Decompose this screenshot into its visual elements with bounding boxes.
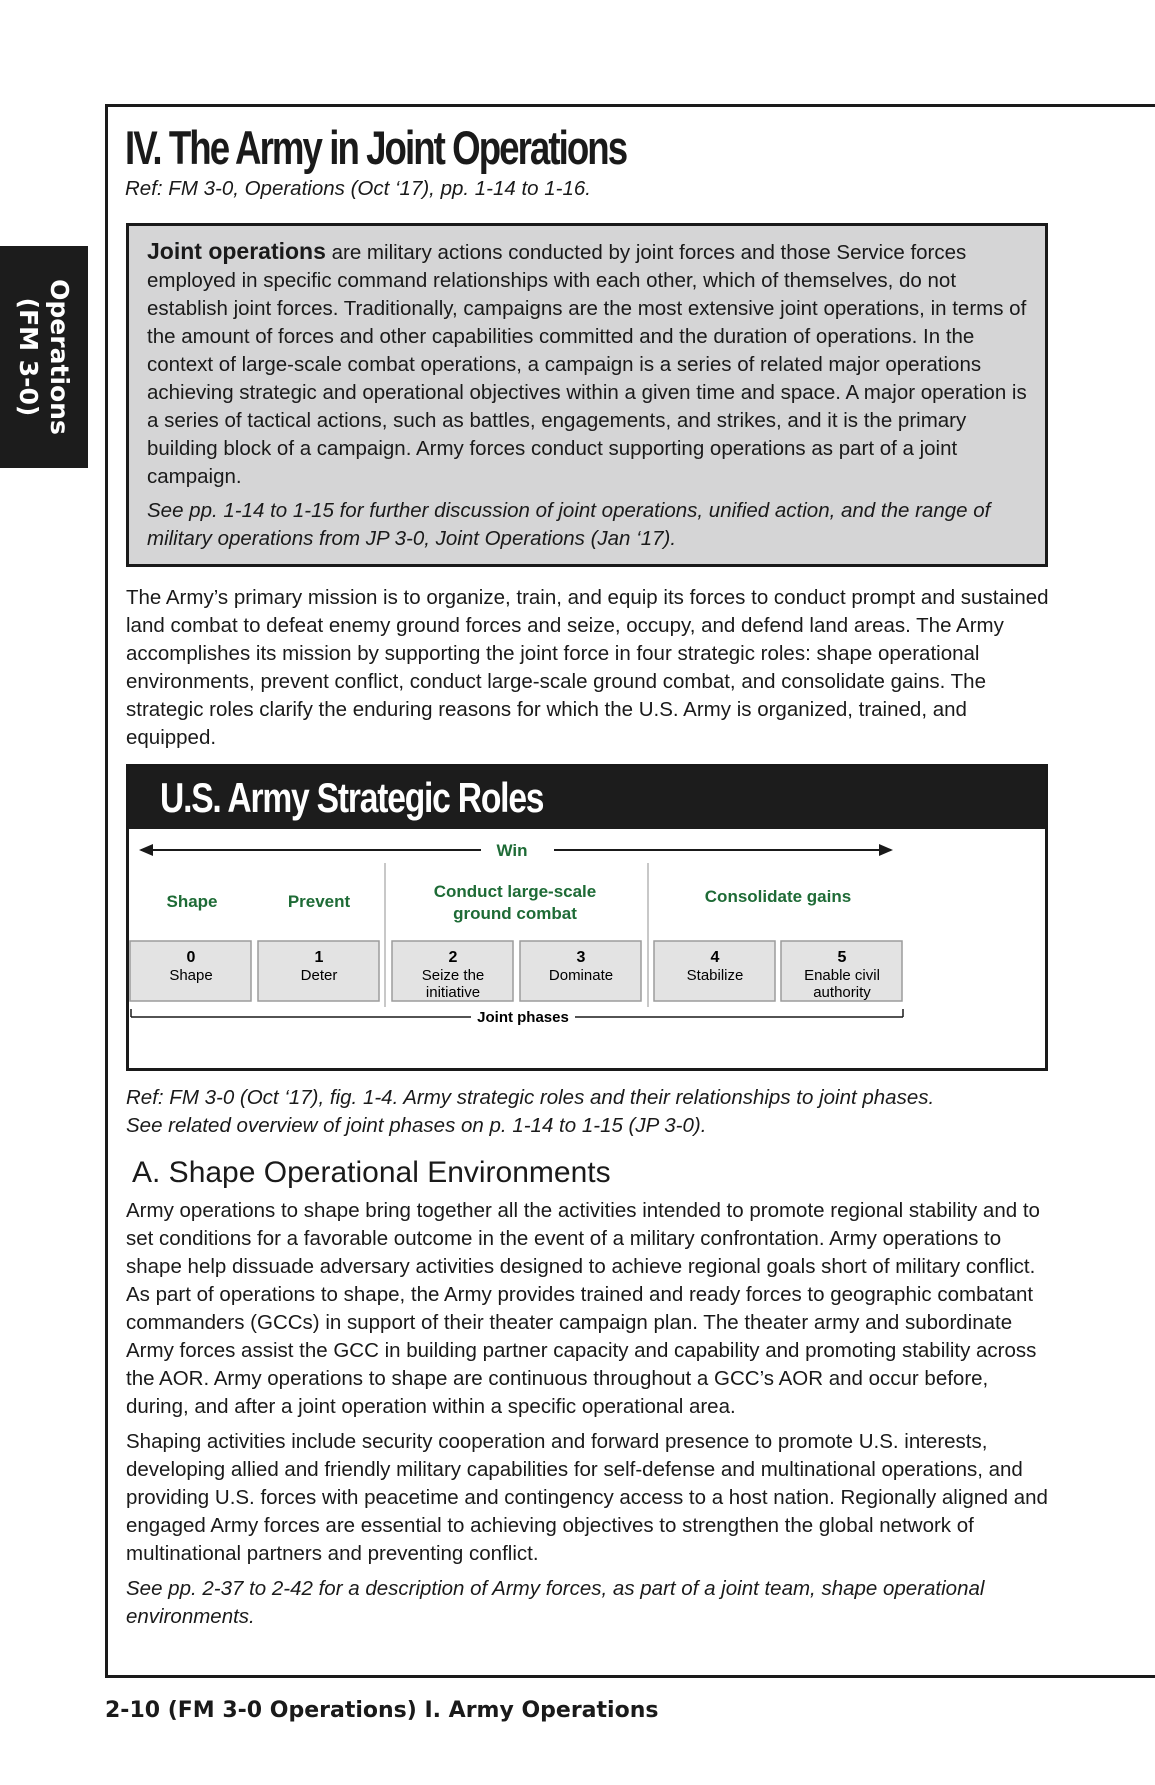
figure-header <box>129 767 1045 829</box>
figure-caption-line-1: Ref: FM 3-0 (Oct ‘17), fig. 1-4. Army strategic roles and their relationships to joint phases. <box>126 1086 935 1109</box>
phase-box-2 <box>392 941 513 1001</box>
phase-1-label: Deter <box>300 967 338 984</box>
subsection-paragraph-1: Army operations to shape bring together all the activities intended to promote regional stability and to set conditions for a favorable outcome in the event of a military confrontation. Army operations to shape help dissuade adversary activities designed to achieve regional goals short of military conflict. As part of operations to shape, the Army provides trained and ready forces to geographic combatant commanders (GCCs) in support of their theater campaign plan. The theater army and subordinate Army forces assist the GCC in building partner capacity and capability and promoting stability across the AOR. Army operations to shape are continuous throughout a GCC’s AOR and occur before, during, and after a joint operation within a specific operational area. <box>126 1199 1040 1418</box>
side-tab <box>0 246 88 468</box>
figure-caption-line-2: See related overview of joint phases on p. 1-14 to 1-15 (JP 3-0). <box>126 1114 707 1137</box>
subsection-paragraph-2: Shaping activities include security cooperation and forward presence to promote U.S. interests, developing allied and friendly military capabilities for self-defense and multinational operations, and providing U.S. forces with peacetime and contingency access to a host nation. Regionally aligned and engaged Army forces are essential to achieving objectives to strengthen the global network of multinational partners and preventing conflict. <box>126 1430 1048 1565</box>
phase-box-5 <box>781 941 902 1001</box>
role-combat-line-1: Conduct large-scale <box>433 882 597 901</box>
strategic-roles-diagram <box>129 829 1045 1074</box>
side-tab-line-2: (FM 3-0) <box>14 297 43 417</box>
phase-1-number: 1 <box>314 949 324 966</box>
phase-0-label: Shape <box>169 967 213 984</box>
phase-2-label-line-1: Seize the <box>421 967 485 984</box>
phase-5-label-line-2: authority <box>813 984 871 1001</box>
figure-caption <box>126 1084 1056 1140</box>
subsection-heading: A. Shape Operational Environments <box>132 1156 611 1189</box>
definition-box <box>126 223 1048 567</box>
subsection-body <box>126 1197 1056 1638</box>
phase-4-label: Stabilize <box>686 967 744 984</box>
section-reference: Ref: FM 3-0, Operations (Oct ‘17), pp. 1-14 to 1-16. <box>125 177 592 200</box>
phase-3-number: 3 <box>576 949 586 966</box>
phase-4-number: 4 <box>710 949 720 966</box>
joint-phases-bracket <box>131 1009 903 1026</box>
phase-0-number: 0 <box>186 949 196 966</box>
role-prevent: Prevent <box>287 892 351 911</box>
role-consolidate: Consolidate gains <box>704 887 852 906</box>
page-title: IV. The Army in Joint Operations <box>125 121 627 174</box>
phase-5-label-line-1: Enable civil <box>804 967 880 984</box>
definition-term: Joint operations <box>147 238 326 264</box>
definition-body: are military actions conducted by joint forces and those Service forces employed in specific command relationships with each other, which of themselves, do not establish joint forces. Traditionally, campaigns are the most extensive joint operations, in terms of the amount of forces and other capabilities committed and the duration of operations. In the context of large-scale combat operations, a campaign is a series of related major operations achieving strategic and operational objectives within a given time and space. A major operation is a series of tactical actions, such as battles, engagements, and strikes, and it is the primary building block of a campaign. Army forces conduct supporting operations as part of a joint campaign. <box>147 241 1027 488</box>
definition-text <box>147 237 1031 491</box>
page-footer: 2-10 (FM 3-0 Operations) I. Army Operations <box>105 1698 659 1723</box>
phase-box-1 <box>258 941 379 1001</box>
side-tab-line-1: Operations <box>45 279 74 435</box>
intro-paragraph: The Army’s primary mission is to organize, train, and equip its forces to conduct prompt and sustained land combat to defeat enemy ground forces and seize, occupy, and defend land areas. The Army accomplishes its mission by supporting the joint force in four strategic roles: shape operational environments, prevent conflict, conduct large-scale ground combat, and consolidate gains. The strategic roles clarify the enduring reasons for which the U.S. Army is organized, trained, and equipped. <box>126 586 1049 749</box>
phase-3-label: Dominate <box>548 967 614 984</box>
strategic-roles-figure <box>126 764 1048 1071</box>
arrowhead-right-icon <box>879 844 893 856</box>
phase-2-label-line-2: initiative <box>425 984 481 1001</box>
phase-box-3 <box>520 941 641 1001</box>
side-tab-label <box>13 279 75 435</box>
phase-5-number: 5 <box>837 949 847 966</box>
phase-2-number: 2 <box>448 949 458 966</box>
joint-phases-label: Joint phases <box>477 1009 569 1026</box>
figure-title: U.S. Army Strategic Roles <box>160 774 544 821</box>
subsection-see-also: See pp. 2-37 to 2-42 for a description of Army forces, as part of a joint team, shape operational environments. <box>126 1577 985 1628</box>
definition-see-also: See pp. 1-14 to 1-15 for further discussion of joint operations, unified action, and the range of military operations from JP 3-0, Joint Operations (Jan ‘17). <box>147 499 991 550</box>
win-label: Win <box>496 841 528 860</box>
phase-box-4 <box>654 941 775 1001</box>
phase-box-0 <box>130 941 251 1001</box>
arrowhead-left-icon <box>139 844 153 856</box>
role-shape: Shape <box>166 892 218 911</box>
role-combat-line-2: ground combat <box>453 904 577 923</box>
